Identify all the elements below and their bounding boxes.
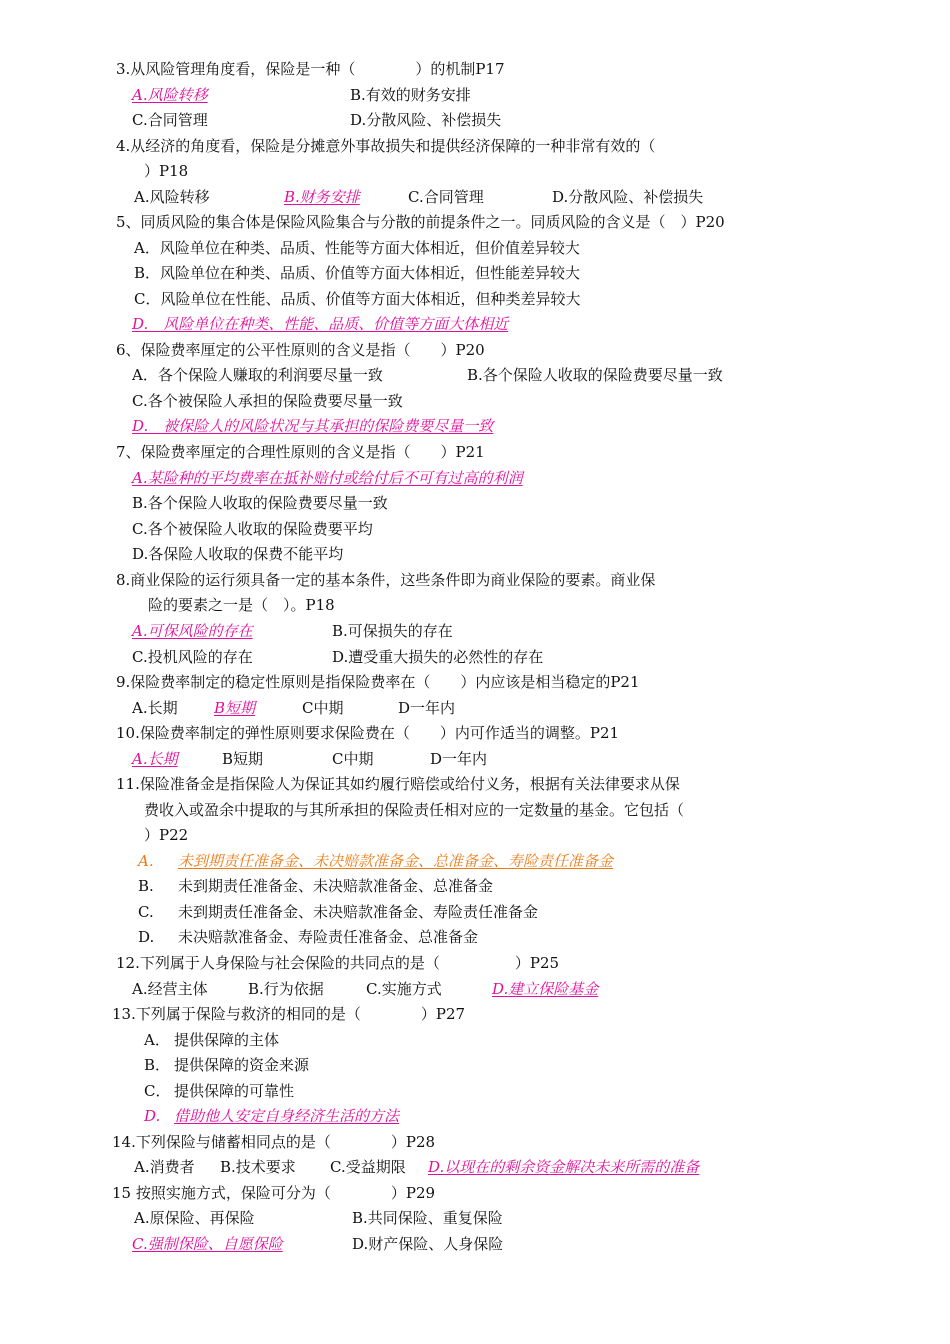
- question-8-stem-line2: 险的要素之一是（ ）。P18: [148, 596, 335, 614]
- question-7-stem: 7、保险费率厘定的合理性原则的含义是指（ ）P21: [116, 443, 485, 461]
- question-6-option-a: A．各个保险人赚取的利润要尽量一致: [132, 366, 383, 384]
- question-7-option-c: C.各个被保险人收取的保险费要平均: [132, 520, 373, 538]
- question-11-option-d-letter: D.: [138, 928, 155, 946]
- question-12-option-b: B.行为依据: [248, 980, 324, 998]
- question-11-option-b-letter: B.: [138, 877, 154, 895]
- question-3-option-b: B.有效的财务安排: [350, 86, 471, 104]
- question-5-option-b: B．风险单位在种类、品质、价值等方面大体相近，但性能差异较大: [134, 264, 581, 282]
- question-7-option-b: B.各个保险人收取的保险费要尽量一致: [132, 494, 388, 512]
- question-3-option-c: C.合同管理: [132, 111, 208, 129]
- question-11-option-c: 未到期责任准备金、未决赔款准备金、寿险责任准备金: [178, 903, 539, 921]
- question-12-option-c: C.实施方式: [366, 980, 442, 998]
- question-11-option-d: 未决赔款准备金、寿险责任准备金、总准备金: [178, 928, 479, 946]
- question-15-answer: C.强制保险、自愿保险: [132, 1235, 283, 1253]
- question-3-stem: 3.从风险管理角度看，保险是一种（ ）的机制P17: [116, 60, 505, 78]
- question-15-option-a: A.原保险、再保险: [134, 1209, 255, 1227]
- question-10-answer: A.长期: [132, 750, 178, 768]
- question-12-answer: D.建立保险基金: [492, 980, 599, 998]
- question-7-answer: A.某险种的平均费率在抵补赔付或给付后不可有过高的利润: [132, 469, 523, 487]
- question-13-stem: 13.下列属于保险与救济的相同的是（ ）P27: [112, 1005, 466, 1023]
- question-11-option-b: 未到期责任准备金、未决赔款准备金、总准备金: [178, 877, 494, 895]
- question-4-option-c: C.合同管理: [408, 188, 484, 206]
- question-14-stem: 14.下列保险与储蓄相同点的是（ ）P28: [112, 1133, 436, 1151]
- question-8-option-d: D.遭受重大损失的必然性的存在: [332, 648, 544, 666]
- question-12-option-a: A.经营主体: [132, 980, 208, 998]
- question-3-answer: A.风险转移: [132, 86, 208, 104]
- question-13-answer-letter: D.: [144, 1107, 161, 1125]
- question-15-option-d: D.财产保险、人身保险: [352, 1235, 504, 1253]
- question-4-option-d: D.分散风险、补偿损失: [552, 188, 704, 206]
- question-13-answer: 借助他人安定自身经济生活的方法: [174, 1107, 400, 1125]
- question-10-stem: 10.保险费率制定的弹性原则要求保险费在（ ）内可作适当的调整。P21: [116, 724, 620, 742]
- question-6-stem: 6、保险费率厘定的公平性原则的含义是指（ ）P20: [116, 341, 485, 359]
- question-5-answer: D. 风险单位在种类、性能、品质、价值等方面大体相近: [132, 315, 509, 333]
- question-12-stem: 12.下列属于人身保险与社会保险的共同点的是（ ）P25: [116, 954, 560, 972]
- question-13-option-b: 提供保障的资金来源: [174, 1056, 310, 1074]
- question-10-option-b: B短期: [222, 750, 264, 768]
- question-14-answer: D.以现在的剩余资金解决未来所需的准备: [428, 1158, 700, 1176]
- question-15-stem: 15 按照实施方式，保险可分为（ ）P29: [112, 1184, 436, 1202]
- question-8-stem-line1: 8.商业保险的运行须具备一定的基本条件，这些条件即为商业保险的要素。商业保: [116, 571, 656, 589]
- question-9-option-a: A.长期: [132, 699, 178, 717]
- question-3-option-d: D.分散风险、补偿损失: [350, 111, 502, 129]
- question-11-answer-letter: A.: [138, 852, 154, 870]
- question-11-stem-line3: ）P22: [144, 826, 189, 844]
- question-10-option-d: D一年内: [430, 750, 488, 768]
- question-9-option-c: C中期: [302, 699, 344, 717]
- question-7-option-d: D.各保险人收取的保费不能平均: [132, 545, 344, 563]
- question-11-answer: 未到期责任准备金、未决赔款准备金、总准备金、寿险责任准备金: [178, 852, 614, 870]
- question-11-option-c-letter: C.: [138, 903, 154, 921]
- question-13-option-a-letter: A．: [144, 1031, 170, 1049]
- question-9-stem: 9.保险费率制定的稳定性原则是指保险费率在（ ）内应该是相当稳定的P21: [116, 673, 640, 691]
- question-13-option-c-letter: C．: [144, 1082, 171, 1100]
- question-14-option-b: B.技术要求: [220, 1158, 296, 1176]
- question-11-stem-line1: 11.保险准备金是指保险人为保证其如约履行赔偿或给付义务，根据有关法律要求从保: [116, 775, 680, 793]
- question-13-option-b-letter: B．: [144, 1056, 171, 1074]
- question-8-option-b: B.可保损失的存在: [332, 622, 453, 640]
- question-4-stem-line1: 4.从经济的角度看，保险是分摊意外事故损失和提供经济保障的一种非常有效的（: [116, 137, 656, 155]
- question-4-option-a: A.风险转移: [134, 188, 210, 206]
- question-6-answer: D. 被保险人的风险状况与其承担的保险费要尽量一致: [132, 417, 494, 435]
- question-13-option-a: 提供保障的主体: [174, 1031, 280, 1049]
- question-5-stem: 5、同质风险的集合体是保险风险集合与分散的前提条件之一。同质风险的含义是（ ）P20: [116, 213, 725, 231]
- question-8-option-c: C.投机风险的存在: [132, 648, 253, 666]
- question-14-option-c: C.受益期限: [330, 1158, 406, 1176]
- question-10-option-c: C中期: [332, 750, 374, 768]
- question-5-option-c: C．风险单位在性能、品质、价值等方面大体相近，但种类差异较大: [134, 290, 581, 308]
- question-9-option-d: D一年内: [398, 699, 456, 717]
- question-4-answer: B.财务安排: [284, 188, 360, 206]
- question-11-stem-line2: 费收入或盈余中提取的与其所承担的保险责任相对应的一定数量的基金。它包括（: [144, 801, 685, 819]
- question-15-option-b: B.共同保险、重复保险: [352, 1209, 503, 1227]
- question-9-answer: B短期: [214, 699, 256, 717]
- question-5-option-a: A．风险单位在种类、品质、性能等方面大体相近，但价值差异较大: [134, 239, 580, 257]
- question-6-option-b: B.各个保险人收取的保险费要尽量一致: [467, 366, 723, 384]
- question-6-option-c: C.各个被保险人承担的保险费要尽量一致: [132, 392, 403, 410]
- question-4-stem-line2: ）P18: [144, 162, 189, 180]
- question-14-option-a: A.消费者: [134, 1158, 195, 1176]
- question-8-answer: A.可保风险的存在: [132, 622, 253, 640]
- question-13-option-c: 提供保障的可靠性: [174, 1082, 295, 1100]
